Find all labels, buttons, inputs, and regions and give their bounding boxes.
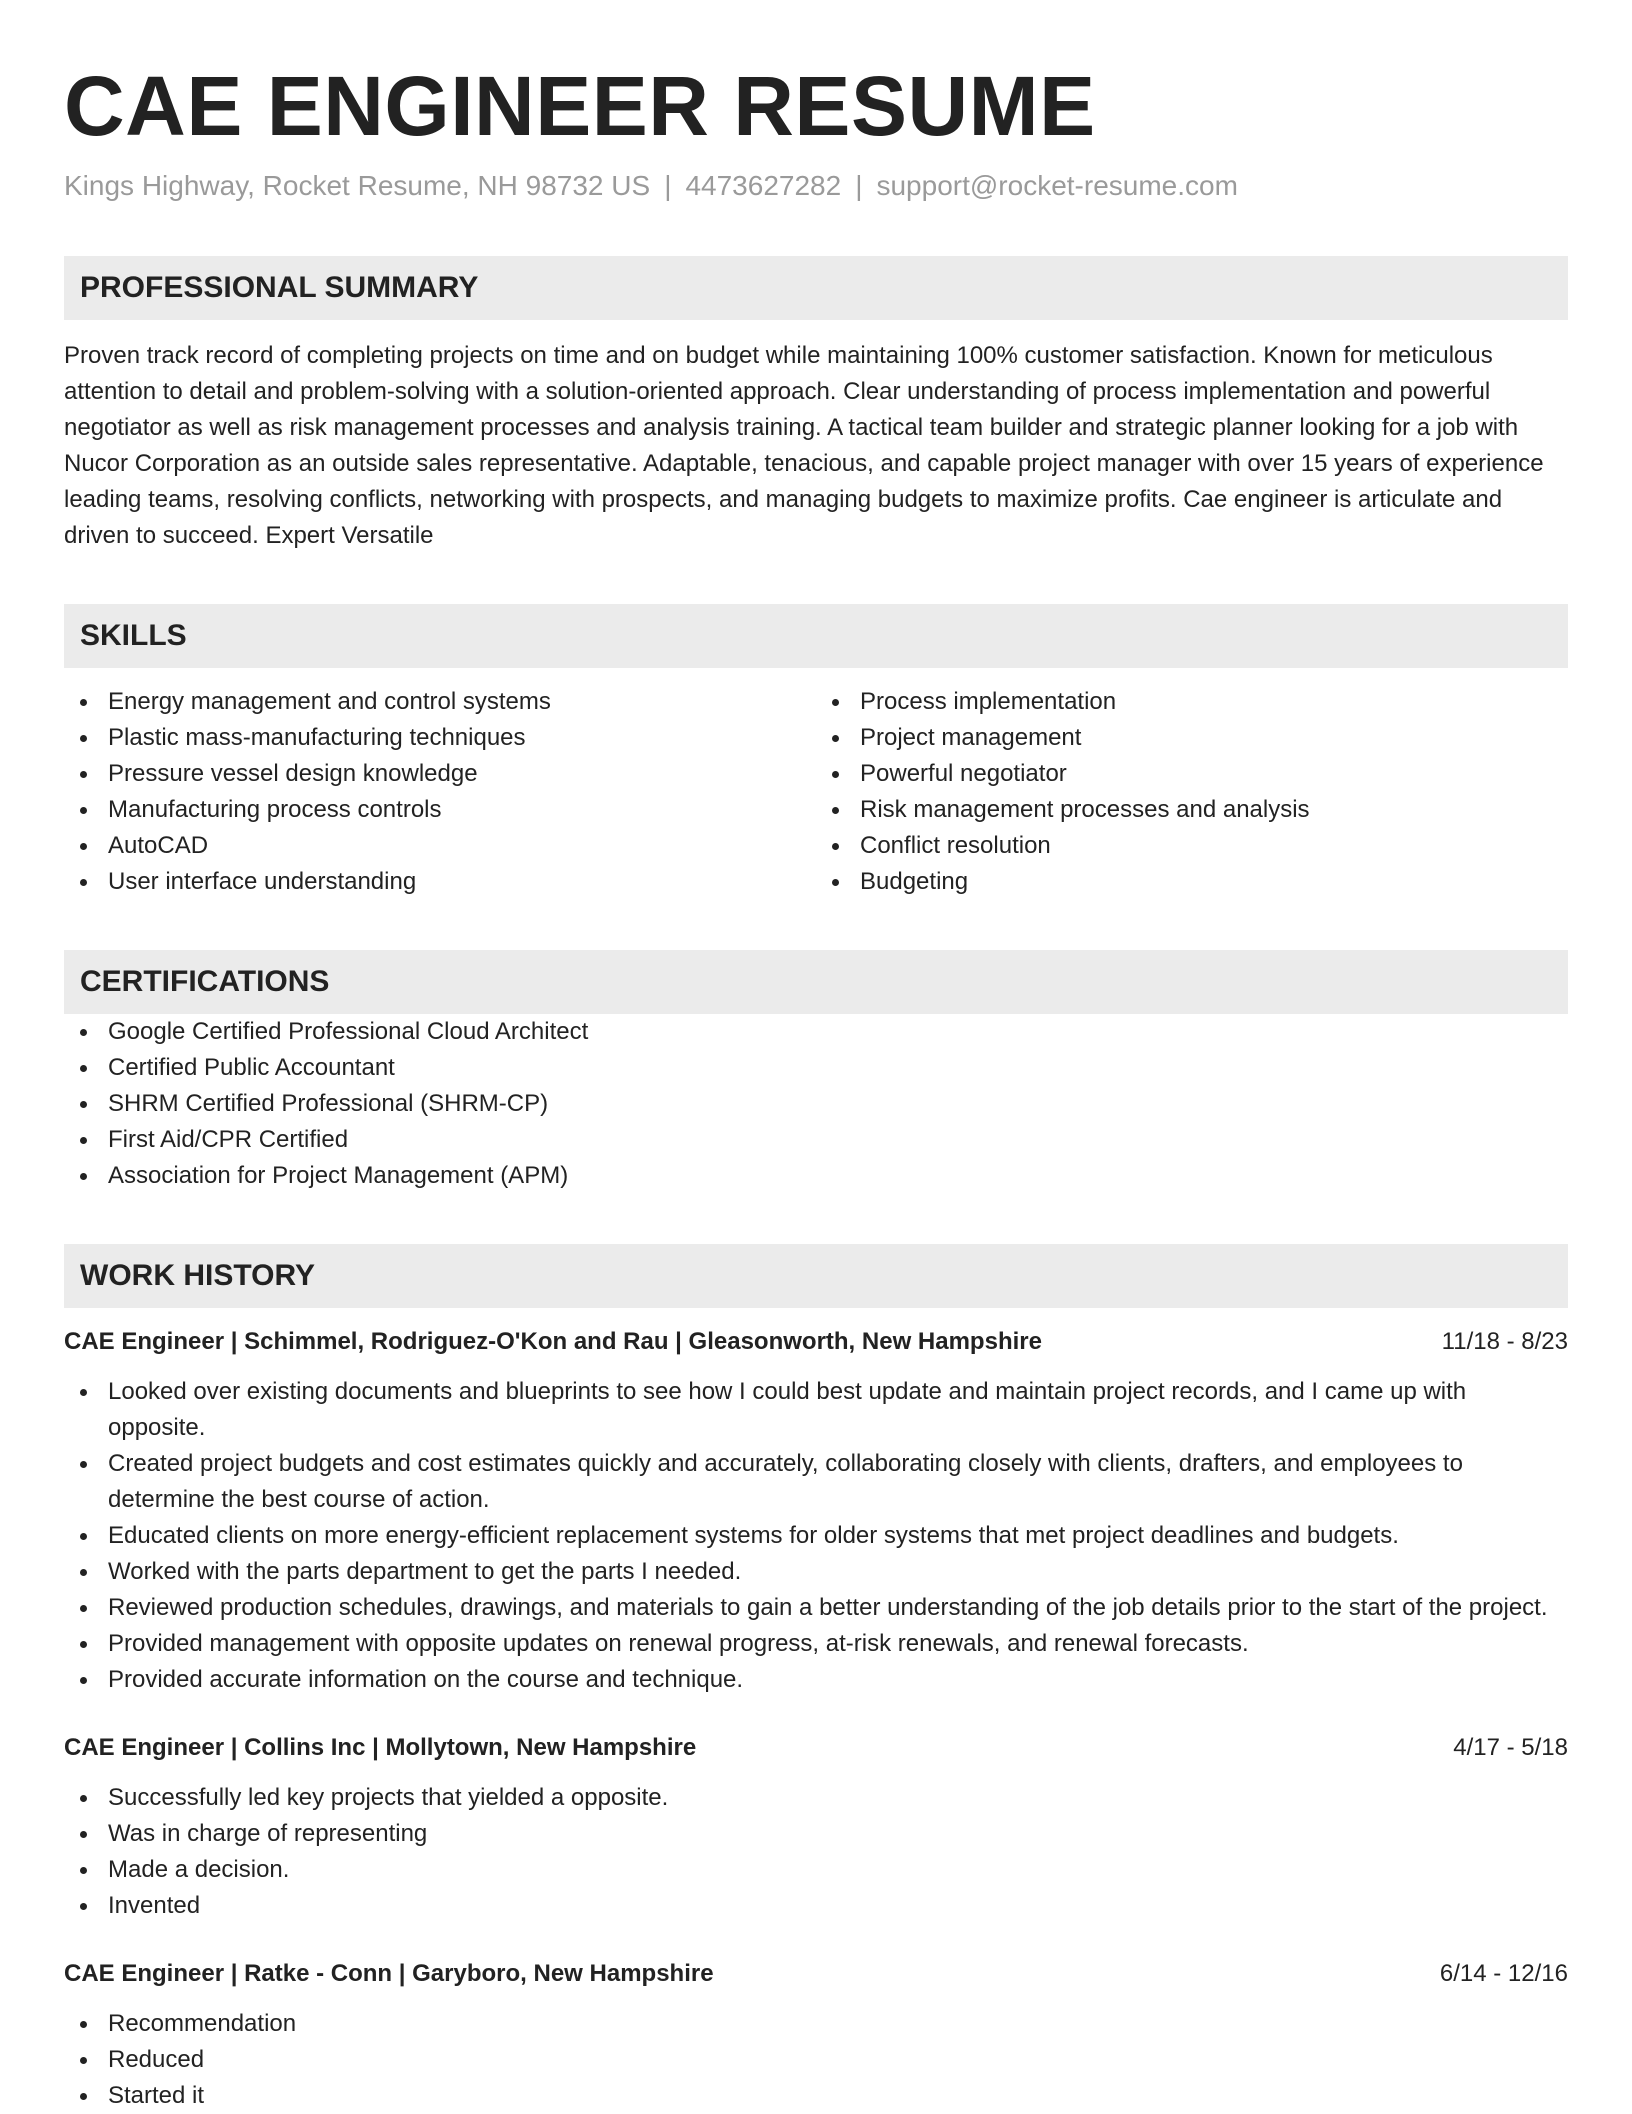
job-bullet: Reduced xyxy=(64,2042,1568,2078)
skills-list-left xyxy=(64,684,816,900)
skill-item: User interface understanding xyxy=(64,864,816,900)
job-bullet: Provided accurate information on the course and technique. xyxy=(64,1662,1568,1698)
job-bullet: Invented xyxy=(64,1888,1568,1924)
job-bullets xyxy=(64,1780,1568,1924)
skill-item: Pressure vessel design knowledge xyxy=(64,756,816,792)
skill-item: Conflict resolution xyxy=(816,828,1568,864)
job-bullet: Was in charge of representing xyxy=(64,1816,1568,1852)
skill-item: Budgeting xyxy=(816,864,1568,900)
job-entry xyxy=(64,1956,1568,2114)
skill-item: Process implementation xyxy=(816,684,1568,720)
certification-item: Association for Project Management (APM) xyxy=(64,1158,1568,1194)
job-title: CAE Engineer | Ratke - Conn | Garyboro, New Hampshire xyxy=(64,1960,714,1987)
job-header xyxy=(64,1324,1568,1360)
summary-text: Proven track record of completing projects on time and on budget while maintaining 100% customer satisfaction. Known for meticulous attention to detail and problem-solving with a solution-oriented approach. Clear understanding of process implementation and powerful negotiator as well as risk management processes and analysis training. A tactical team builder and strategic planner looking for a job with Nucor Corporation as an outside sales representative. Adaptable, tenacious, and capable project manager with over 15 years of experience leading teams, resolving conflicts, networking with prospects, and managing budgets to maximize profits. Cae engineer is articulate and driven to succeed. Expert Versatile xyxy=(64,342,1544,549)
job-bullets xyxy=(64,2006,1568,2114)
job-bullet: Reviewed production schedules, drawings, and materials to gain a better understanding of the job details prior to the start of the project. xyxy=(64,1590,1568,1626)
section-heading-summary: PROFESSIONAL SUMMARY xyxy=(64,256,1568,320)
job-entry xyxy=(64,1324,1568,1698)
skill-item: Project management xyxy=(816,720,1568,756)
job-bullet: Educated clients on more energy-efficient replacement systems for older systems that met project deadlines and budgets. xyxy=(64,1518,1568,1554)
skill-item: Powerful negotiator xyxy=(816,756,1568,792)
section-heading-skills: SKILLS xyxy=(64,604,1568,668)
contact-line xyxy=(64,168,1568,204)
skill-item: Energy management and control systems xyxy=(64,684,816,720)
skills-grid xyxy=(64,684,1568,900)
job-dates: 11/18 - 8/23 xyxy=(1441,1328,1568,1355)
job-header xyxy=(64,1730,1568,1766)
contact-address: Kings Highway, Rocket Resume, NH 98732 US xyxy=(64,170,651,201)
certifications-list xyxy=(64,1014,1568,1194)
job-bullet: Looked over existing documents and blueprints to see how I could best update and maintain project records, and I came up with opposite. xyxy=(64,1374,1568,1446)
job-bullet: Made a decision. xyxy=(64,1852,1568,1888)
job-bullets xyxy=(64,1374,1568,1698)
job-bullet: Started it xyxy=(64,2078,1568,2114)
certification-item: SHRM Certified Professional (SHRM-CP) xyxy=(64,1086,1568,1122)
job-bullet: Created project budgets and cost estimates quickly and accurately, collaborating closely with clients, drafters, and employees to determine the best course of action. xyxy=(64,1446,1568,1518)
contact-phone: 4473627282 xyxy=(685,170,842,201)
skill-item: AutoCAD xyxy=(64,828,816,864)
contact-separator: | xyxy=(855,170,863,201)
contact-email: support@rocket-resume.com xyxy=(876,170,1238,201)
skill-item: Risk management processes and analysis xyxy=(816,792,1568,828)
job-bullet: Successfully led key projects that yielded a opposite. xyxy=(64,1780,1568,1816)
skill-item: Plastic mass-manufacturing techniques xyxy=(64,720,816,756)
certification-item: Certified Public Accountant xyxy=(64,1050,1568,1086)
certification-item: First Aid/CPR Certified xyxy=(64,1122,1568,1158)
skill-item: Manufacturing process controls xyxy=(64,792,816,828)
job-header xyxy=(64,1956,1568,1992)
job-dates: 4/17 - 5/18 xyxy=(1453,1734,1568,1761)
job-bullet: Worked with the parts department to get the parts I needed. xyxy=(64,1554,1568,1590)
job-bullet: Recommendation xyxy=(64,2006,1568,2042)
skills-list-right xyxy=(816,684,1568,900)
job-title: CAE Engineer | Schimmel, Rodriguez-O'Kon and Rau | Gleasonworth, New Hampshire xyxy=(64,1328,1042,1355)
job-entry xyxy=(64,1730,1568,1924)
job-dates: 6/14 - 12/16 xyxy=(1439,1960,1568,1987)
certification-item: Google Certified Professional Cloud Architect xyxy=(64,1014,1568,1050)
contact-separator: | xyxy=(664,170,672,201)
job-title: CAE Engineer | Collins Inc | Mollytown, New Hampshire xyxy=(64,1734,697,1761)
section-heading-work-history: WORK HISTORY xyxy=(64,1244,1568,1308)
resume-title: CAE ENGINEER RESUME xyxy=(64,59,1096,153)
section-heading-certifications: CERTIFICATIONS xyxy=(64,950,1568,1014)
job-bullet: Provided management with opposite updates on renewal progress, at-risk renewals, and renewal forecasts. xyxy=(64,1626,1568,1662)
